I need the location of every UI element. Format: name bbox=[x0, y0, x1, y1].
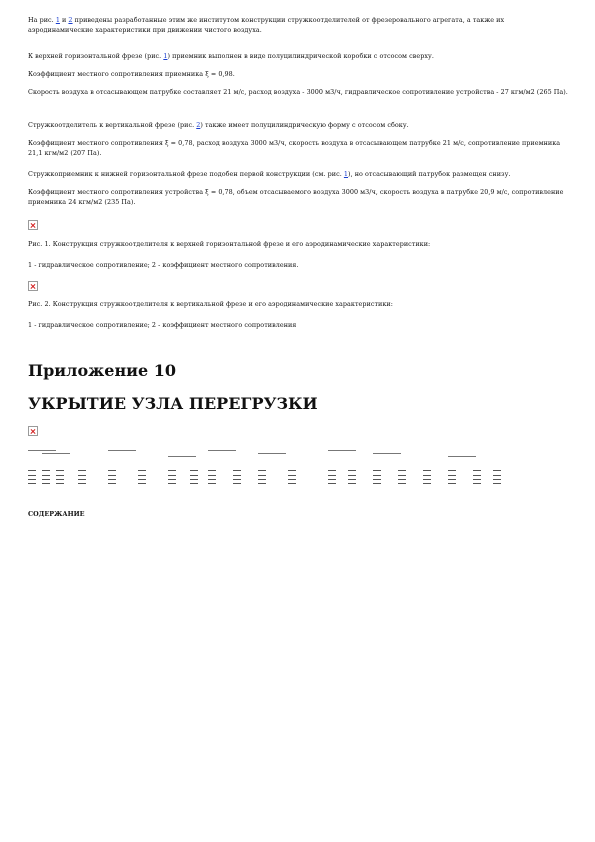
table-cell-mark bbox=[168, 475, 176, 476]
table-cell-mark bbox=[288, 475, 296, 476]
paragraph-text: 1 - гидравлическое сопротивление; 2 - коэффициент местного сопротивления bbox=[28, 321, 297, 329]
paragraph-text: Коэффициент местного сопротивления приемника ξ = 0,98. bbox=[28, 70, 235, 78]
table-cell-mark bbox=[28, 479, 36, 480]
table-header-mark bbox=[168, 456, 196, 457]
table-cell-mark bbox=[190, 470, 198, 471]
figure-2-legend bbox=[28, 321, 568, 331]
table-cell-mark bbox=[288, 470, 296, 471]
table-cell-mark bbox=[258, 483, 266, 484]
table-cell-mark bbox=[328, 470, 336, 471]
table-header-mark bbox=[448, 456, 476, 457]
figure-link[interactable]: 2 bbox=[68, 16, 73, 24]
broken-image-icon bbox=[28, 426, 38, 436]
table-cell-mark bbox=[493, 470, 501, 471]
table-cell-mark bbox=[448, 470, 456, 471]
table-cell-mark bbox=[138, 479, 146, 480]
table-cell-mark bbox=[78, 483, 86, 484]
paragraph-text: Стружкоприемник к нижней горизонтальной фрезе подобен первой конструкции (см. рис. bbox=[28, 170, 344, 178]
broken-image-icon bbox=[28, 220, 38, 230]
table-cell-mark bbox=[473, 483, 481, 484]
table-cell-mark bbox=[423, 479, 431, 480]
table-cell-mark bbox=[348, 479, 356, 480]
table-cell-mark bbox=[56, 470, 64, 471]
table-cell-mark bbox=[473, 479, 481, 480]
table-header-mark bbox=[42, 453, 70, 454]
paragraph-coefficient-2 bbox=[28, 139, 568, 158]
table-cell-mark bbox=[473, 475, 481, 476]
figure-1-legend bbox=[28, 261, 568, 271]
table-cell-mark bbox=[373, 475, 381, 476]
paragraph-text: Стружкоотделитель к вертикальной фрезе (рис. bbox=[28, 121, 197, 129]
table-cell-mark bbox=[28, 483, 36, 484]
table-cell-mark bbox=[328, 479, 336, 480]
table-cell-mark bbox=[108, 479, 116, 480]
table-cell-mark bbox=[78, 470, 86, 471]
table-cell-mark bbox=[138, 475, 146, 476]
paragraph-air-speed-1 bbox=[28, 88, 568, 98]
illegible-table bbox=[28, 450, 508, 495]
table-cell-mark bbox=[233, 475, 241, 476]
figure-link[interactable]: 1 bbox=[343, 170, 349, 178]
table-header-mark bbox=[108, 450, 136, 451]
figure-link[interactable]: 2 bbox=[196, 121, 201, 129]
paragraph-text: 1 - гидравлическое сопротивление; 2 - коэффициент местного сопротивления. bbox=[28, 261, 299, 269]
table-cell-mark bbox=[42, 470, 50, 471]
table-cell-mark bbox=[398, 470, 406, 471]
figure-1-caption bbox=[28, 240, 568, 250]
table-cell-mark bbox=[233, 483, 241, 484]
appendix-heading: Приложение 10 bbox=[28, 361, 177, 380]
table-cell-mark bbox=[258, 475, 266, 476]
table-cell-mark bbox=[190, 483, 198, 484]
paragraph-text: На рис. bbox=[28, 16, 56, 24]
table-cell-mark bbox=[190, 479, 198, 480]
table-cell-mark bbox=[448, 479, 456, 480]
table-cell-mark bbox=[168, 483, 176, 484]
paragraph-lower-cutter bbox=[28, 170, 568, 180]
figure-2-caption bbox=[28, 300, 568, 310]
table-cell-mark bbox=[42, 475, 50, 476]
paragraph-intro bbox=[28, 16, 568, 35]
table-cell-mark bbox=[398, 479, 406, 480]
paragraph-text: и bbox=[59, 16, 69, 24]
table-cell-mark bbox=[190, 475, 198, 476]
paragraph-text: ), но отсасывающий патрубок размещен снизу. bbox=[348, 170, 511, 178]
table-cell-mark bbox=[78, 479, 86, 480]
table-cell-mark bbox=[56, 483, 64, 484]
table-cell-mark bbox=[233, 479, 241, 480]
table-cell-mark bbox=[348, 475, 356, 476]
table-header-mark bbox=[258, 453, 286, 454]
table-cell-mark bbox=[258, 470, 266, 471]
table-cell-mark bbox=[493, 475, 501, 476]
table-header-mark bbox=[373, 453, 401, 454]
table-cell-mark bbox=[398, 483, 406, 484]
table-header-mark bbox=[208, 450, 236, 451]
paragraph-text: ) также имеет полуцилиндрическую форму с отсосом сбоку. bbox=[200, 121, 409, 129]
table-cell-mark bbox=[328, 483, 336, 484]
figure-link[interactable]: 1 bbox=[163, 52, 168, 60]
table-cell-mark bbox=[493, 479, 501, 480]
table-cell-mark bbox=[42, 483, 50, 484]
table-cell-mark bbox=[398, 475, 406, 476]
broken-image-icon bbox=[28, 281, 38, 291]
table-cell-mark bbox=[208, 470, 216, 471]
table-cell-mark bbox=[373, 483, 381, 484]
table-cell-mark bbox=[138, 483, 146, 484]
table-cell-mark bbox=[233, 470, 241, 471]
table-cell-mark bbox=[373, 479, 381, 480]
table-cell-mark bbox=[108, 475, 116, 476]
table-cell-mark bbox=[448, 475, 456, 476]
table-cell-mark bbox=[208, 475, 216, 476]
table-cell-mark bbox=[348, 470, 356, 471]
paragraph-text: Рис. 1. Конструкция стружкоотделителя к верхней горизонтальной фрезе и его аэродинамические характеристики: bbox=[28, 240, 431, 248]
table-cell-mark bbox=[473, 470, 481, 471]
section-title: УКРЫТИЕ УЗЛА ПЕРЕГРУЗКИ bbox=[28, 394, 318, 413]
table-cell-mark bbox=[448, 483, 456, 484]
table-cell-mark bbox=[138, 470, 146, 471]
table-cell-mark bbox=[28, 475, 36, 476]
contents-label: СОДЕРЖАНИЕ bbox=[28, 510, 85, 518]
table-cell-mark bbox=[288, 479, 296, 480]
table-cell-mark bbox=[168, 479, 176, 480]
table-cell-mark bbox=[373, 470, 381, 471]
figure-link[interactable]: 1 bbox=[55, 16, 60, 24]
paragraph-text: К верхней горизонтальной фрезе (рис. bbox=[28, 52, 164, 60]
table-cell-mark bbox=[423, 483, 431, 484]
table-cell-mark bbox=[56, 479, 64, 480]
paragraph-text: ) приемник выполнен в виде полуцилиндрической коробки с отсосом сверху. bbox=[167, 52, 434, 60]
paragraph-text: Скорость воздуха в отсасывающем патрубке составляет 21 м/с, расход воздуха - 3000 м3/ч, гидравлическое сопротивление устройства - 27 кгм/м2 (265 Па). bbox=[28, 88, 568, 96]
table-cell-mark bbox=[108, 483, 116, 484]
paragraph-text: Коэффициент местного сопротивления ξ = 0,78, расход воздуха 3000 м3/ч, скорость воздуха в отсасывающем патрубке 21 м/с, сопротивление приемника 21,1 кгм/м2 (207 Па). bbox=[28, 139, 561, 157]
paragraph-coefficient-3 bbox=[28, 188, 568, 207]
table-cell-mark bbox=[493, 483, 501, 484]
table-header-mark bbox=[328, 450, 356, 451]
table-cell-mark bbox=[208, 483, 216, 484]
table-cell-mark bbox=[348, 483, 356, 484]
table-cell-mark bbox=[258, 479, 266, 480]
paragraph-coefficient-1 bbox=[28, 70, 568, 80]
table-cell-mark bbox=[328, 475, 336, 476]
table-cell-mark bbox=[208, 479, 216, 480]
table-cell-mark bbox=[108, 470, 116, 471]
table-cell-mark bbox=[423, 470, 431, 471]
paragraph-text: Коэффициент местного сопротивления устройства ξ = 0,78, объем отсасываемого воздуха 3000 м3/ч, скорость воздуха в патрубке 20,9 м/с, сопротивление приемника 24 кгм/м2 (235 Па). bbox=[28, 188, 564, 206]
table-header-mark bbox=[28, 450, 56, 451]
table-cell-mark bbox=[168, 470, 176, 471]
table-cell-mark bbox=[78, 475, 86, 476]
paragraph-upper-cutter bbox=[28, 52, 568, 62]
paragraph-vertical-cutter bbox=[28, 121, 568, 131]
table-cell-mark bbox=[423, 475, 431, 476]
paragraph-text: приведены разработанные этим же институтом конструкции стружкоотделителей от фрезеровального агрегата, а также их аэродинамические характеристики при движении чистого воздуха. bbox=[28, 16, 505, 34]
table-cell-mark bbox=[42, 479, 50, 480]
table-cell-mark bbox=[288, 483, 296, 484]
table-cell-mark bbox=[28, 470, 36, 471]
paragraph-text: Рис. 2. Конструкция стружкоотделителя к вертикальной фрезе и его аэродинамические характеристики: bbox=[28, 300, 393, 308]
table-cell-mark bbox=[56, 475, 64, 476]
